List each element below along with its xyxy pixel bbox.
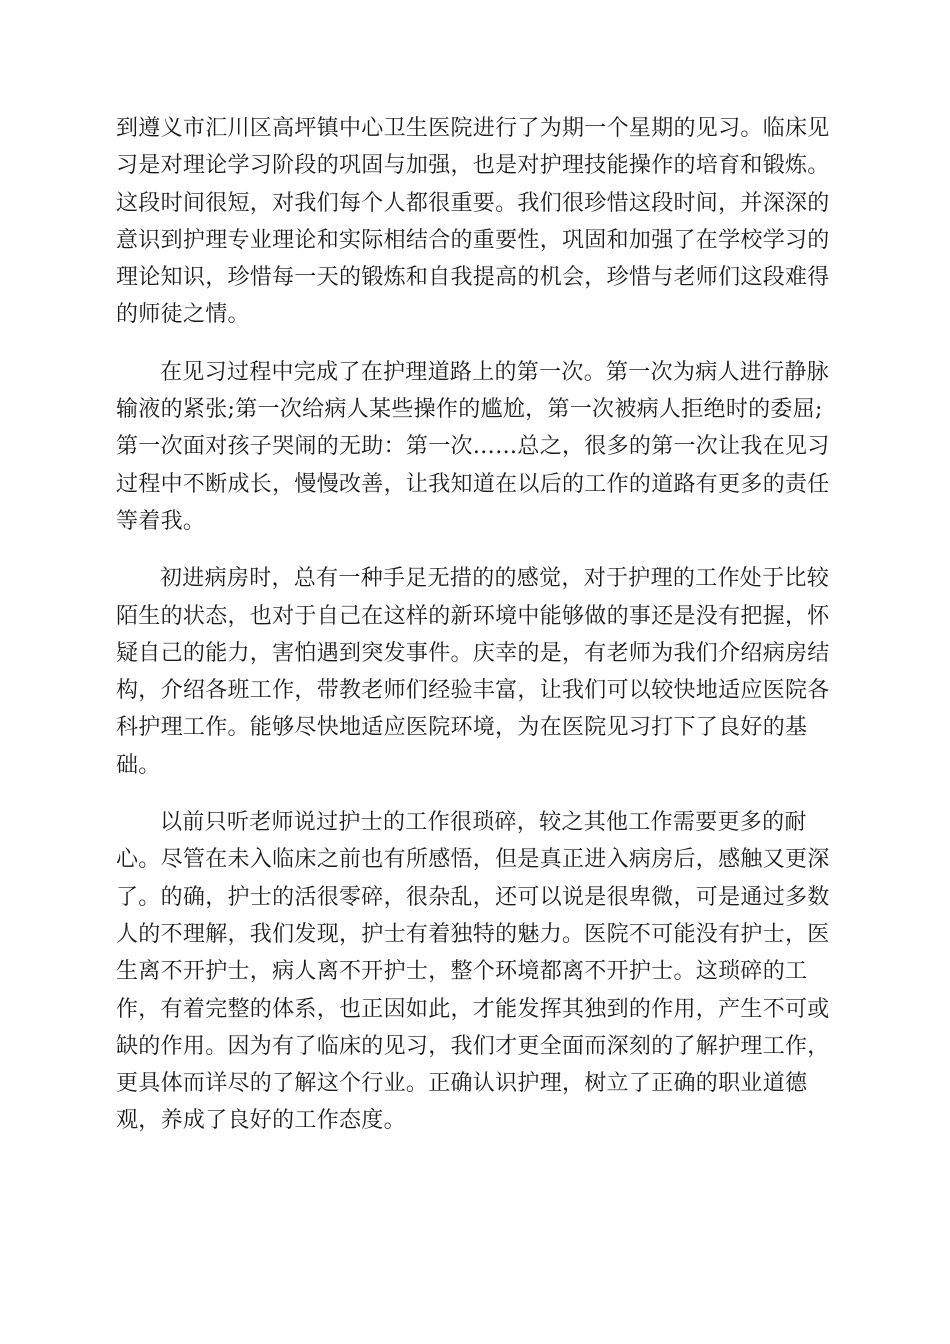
paragraph-4	[116, 804, 836, 1140]
text-line: 人的不理解，我们发现，护士有着独特的魅力。医院不可能没有护士，医	[116, 921, 830, 947]
text-line: 第一次面对孩子哭闹的无助：第一次……总之，很多的第一次让我在见习	[116, 434, 830, 460]
text-line: 缺的作用。因为有了临床的见习，我们才更全面而深刻的了解护理工作，	[116, 1033, 830, 1059]
text-line: 心。尽管在未入临床之前也有所感悟，但是真正进入病房后，感触又更深	[116, 847, 830, 873]
text-line: 的师徒之情。	[116, 302, 250, 328]
text-line: 等着我。	[116, 508, 206, 534]
text-line: 在见习过程中完成了在护理道路上的第一次。第一次为病人进行静脉	[160, 359, 830, 385]
text-line: 过程中不断成长，慢慢改善，让我知道在以后的工作的道路有更多的责任	[116, 471, 830, 497]
text-line: 输液的紧张;第一次给病人某些操作的尴尬，第一次被病人拒绝时的委屈;	[116, 397, 823, 423]
text-line: 疑自己的能力，害怕遇到突发事件。庆幸的是，有老师为我们介绍病房结	[116, 640, 830, 666]
text-line: 陌生的状态，也对于自己在这样的新环境中能够做的事还是没有把握，怀	[116, 603, 830, 629]
text-line: 构，介绍各班工作，带教老师们经验丰富，让我们可以较快地适应医院各	[116, 678, 830, 704]
text-line: 理论知识，珍惜每一天的锻炼和自我提高的机会，珍惜与老师们这段难得	[116, 265, 830, 291]
text-line: 到遵义市汇川区高坪镇中心卫生医院进行了为期一个星期的见习。临床见	[116, 116, 830, 141]
paragraph-3	[116, 560, 836, 784]
text-line: 这段时间很短，对我们每个人都很重要。我们很珍惜这段时间，并深深的	[116, 190, 830, 216]
text-line: 了。的确，护士的活很零碎，很杂乱，还可以说是很卑微，可是通过多数	[116, 884, 830, 910]
text-line: 观，养成了良好的工作态度。	[116, 1108, 406, 1134]
text-line: 意识到护理专业理论和实际相结合的重要性，巩固和加强了在学校学习的	[116, 227, 830, 253]
text-line: 初进病房时，总有一种手足无措的的感觉，对于护理的工作处于比较	[160, 566, 830, 592]
paragraph-2	[116, 354, 836, 540]
text-line: 习是对理论学习阶段的巩固与加强，也是对护理技能操作的培育和锻炼。	[116, 153, 830, 179]
document-body	[116, 110, 836, 1160]
paragraph-1	[116, 110, 836, 334]
text-line: 更具体而详尽的了解这个行业。正确认识护理，树立了正确的职业道德	[116, 1071, 808, 1097]
text-line: 科护理工作。能够尽快地适应医院环境，为在医院见习打下了良好的基	[116, 715, 808, 741]
text-line: 作，有着完整的体系，也正因如此，才能发挥其独到的作用，产生不可或	[116, 996, 830, 1022]
text-line: 生离不开护士，病人离不开护士，整个环境都离不开护士。这琐碎的工	[116, 959, 808, 985]
text-line: 以前只听老师说过护士的工作很琐碎，较之其他工作需要更多的耐	[160, 810, 807, 836]
text-line: 础。	[116, 752, 161, 778]
